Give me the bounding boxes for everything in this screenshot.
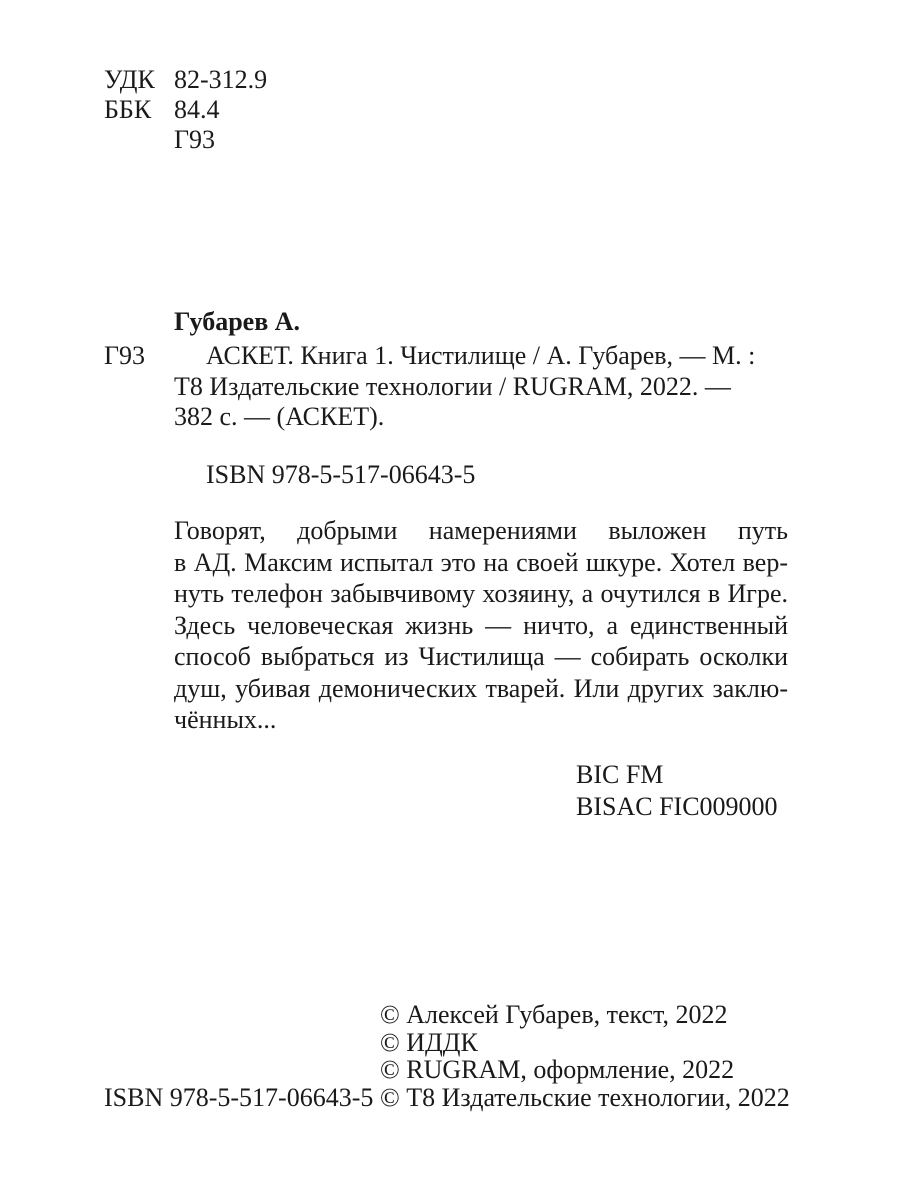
author-sign: Г93 [174, 125, 216, 154]
bic-code: BIC FM [576, 760, 664, 789]
copyright-line: © Т8 Издательские технологии, 2022 [380, 1083, 790, 1112]
annotation-line: способ выбраться из Чистилища — собирать осколки [174, 642, 788, 671]
annotation [174, 515, 788, 736]
annotation-line: душ, убивая демонических тварей. Или других заклю- [174, 673, 788, 703]
author-heading: Губарев А. [174, 307, 301, 336]
bisac-code: BISAC FIC009000 [576, 792, 778, 821]
annotation-line: чённых... [174, 705, 277, 734]
copyright-line: © Алексей Губарев, текст, 2022 [380, 1000, 728, 1029]
bbk-label: ББК [104, 95, 152, 124]
isbn-record: ISBN 978-5-517-06643-5 [206, 460, 476, 489]
isbn-footer: ISBN 978-5-517-06643-5 [104, 1083, 374, 1112]
udk-label: УДК [104, 65, 155, 94]
annotation-line: в АД. Максим испытал это на своей шкуре. Хотел вер- [174, 547, 788, 577]
annotation-line: нуть телефон забывчивому хозяину, а очутился в Игре. [174, 579, 788, 608]
copyright-line: © ИДДК [380, 1028, 478, 1057]
cutter-number: Г93 [104, 341, 146, 370]
annotation-line: Здесь человеческая жизнь — ничто, а единственный [174, 610, 788, 640]
bbk-value: 84.4 [174, 95, 220, 124]
bibliographic-line-3: 382 с. — (АСКЕТ). [174, 402, 385, 431]
copyright-line: © RUGRAM, оформление, 2022 [380, 1055, 735, 1084]
udk-value: 82-312.9 [174, 65, 268, 94]
bibliographic-line-2: Т8 Издательские технологии / RUGRAM, 2022. — [174, 372, 731, 401]
bibliographic-line-1: АСКЕТ. Книга 1. Чистилище / А. Губарев, — М. : [206, 341, 756, 370]
annotation-line: Говорят, добрыми намерениями выложен путь [174, 516, 788, 545]
